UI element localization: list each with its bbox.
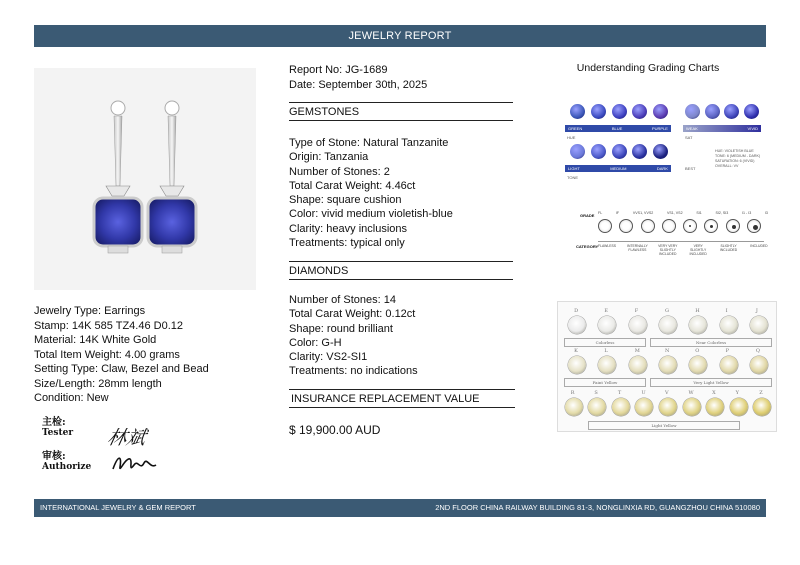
summary-tone-val: 6 (MEDIUM - DARK): [726, 154, 761, 158]
color-grade-letter: H: [695, 308, 700, 314]
clarity-grade-4: SI1: [696, 211, 702, 215]
hue-purple: PURPLE: [651, 126, 668, 131]
clarity-diamond-icon: [747, 219, 761, 233]
gem-swatch: [653, 144, 668, 159]
clarity-diamond-icon: [641, 219, 655, 233]
tone-medium: MEDIUM: [610, 166, 627, 171]
summary-sat-val: 6 (VIVID): [739, 159, 755, 163]
hue-blue: BLUE: [611, 126, 623, 131]
color-grade-letter: W: [688, 390, 694, 396]
clarity-category-5: INCLUDED: [750, 244, 768, 248]
gem-origin: Origin: Tanzania: [289, 151, 369, 164]
color-diamond-icon: [753, 398, 771, 416]
diamond-color-chart: [557, 301, 777, 432]
color-diamond-icon: [659, 356, 677, 374]
clarity-grade-3: VS1, VS2: [667, 211, 683, 215]
footer-address: 2ND FLOOR CHINA RAILWAY BUILDING 81-3, NONGLINXIA RD, GUANGZHOU CHINA 510080: [435, 503, 760, 512]
sat-weak: WEAK: [686, 126, 698, 131]
clarity-diamond-icon: [662, 219, 676, 233]
signature-block: [34, 413, 174, 479]
color-grade-letter: F: [634, 308, 639, 314]
color-grade-letter: M: [634, 348, 640, 354]
clarity-grade-2: VVS1, VVS2: [632, 211, 654, 215]
gemstones-title: GEMSTONES: [289, 102, 513, 121]
clarity-category-1: INTERNALLY FLAWLESS: [627, 244, 648, 252]
jewelry-type: Jewelry Type: Earrings: [34, 305, 146, 317]
left-earring: [94, 101, 142, 253]
clarity-diamond-icon: [726, 219, 740, 233]
color-diamond-icon: [689, 316, 707, 334]
clarity-category-2: VERY VERY SLIGHTLY INCLUDED: [658, 244, 678, 256]
gem-swatch: [632, 104, 647, 119]
color-grade-letter: U: [641, 390, 646, 396]
gem-carat: Total Carat Weight: 4.46ct: [289, 179, 416, 192]
clarity-diamond-icon: [683, 219, 697, 233]
color-diamond-icon: [629, 316, 647, 334]
color-grade-letter: O: [695, 348, 700, 354]
jewelry-setting: Setting Type: Claw, Bezel and Bead: [34, 363, 209, 375]
hue-side-label: HUE: [567, 135, 576, 140]
dia-treatments: Treatments: no indications: [289, 365, 418, 378]
jewelry-stamp: Stamp: 14K 585 TZ4.46 D0.12: [34, 319, 183, 332]
clarity-category-4: SLIGHTLY INCLUDED: [719, 244, 738, 252]
color-grade-letter: X: [712, 390, 716, 396]
color-grade-letter: L: [604, 348, 608, 354]
color-diamond-icon: [568, 316, 586, 334]
color-diamond-icon: [659, 398, 677, 416]
tanzanite-color-chart: [565, 103, 761, 183]
clarity-grade-label: GRADE: [580, 213, 595, 218]
gem-swatch: [632, 144, 647, 159]
diamonds-title: DIAMONDS: [289, 261, 513, 280]
clarity-grade-0: FL: [598, 211, 603, 215]
tone-side-label: TONE: [567, 175, 579, 180]
summary-hue-val: VIOLETISH BLUE: [724, 149, 754, 153]
gem-type: Type of Stone: Natural Tanzanite: [289, 137, 449, 149]
color-diamond-icon: [683, 398, 701, 416]
diamonds-list: [289, 293, 513, 379]
gem-treatments: Treatments: typical only: [289, 237, 405, 250]
authorize-signature: [110, 451, 160, 477]
color-diamond-icon: [659, 316, 677, 334]
color-diamond-icon: [720, 316, 738, 334]
color-grade-letter: T: [617, 390, 622, 396]
insurance-value: $ 19,900.00 AUD: [289, 423, 381, 437]
gem-shape: Shape: square cushion: [289, 194, 402, 207]
authorize-label: 审核:: [42, 451, 66, 462]
summary-tone: TONE:: [715, 154, 726, 158]
color-diamond-icon: [565, 398, 583, 416]
tester-label-en: Tester: [42, 428, 74, 438]
gem-count: Number of Stones: 2: [289, 165, 390, 178]
dia-color: Color: G-H: [289, 336, 342, 349]
authorize-label-en: Authorize: [42, 462, 92, 472]
jewelry-details: [34, 304, 209, 406]
gem-swatch: [705, 104, 720, 119]
clarity-category-label: CATEGORY: [576, 244, 599, 249]
dia-shape: Shape: round brilliant: [289, 322, 393, 335]
gem-swatch: [685, 104, 700, 119]
color-grade-letter: J: [755, 308, 758, 314]
grading-title: Understanding Grading Charts: [576, 62, 720, 74]
clarity-grade-7: I3: [764, 211, 768, 215]
color-grade-letter: I: [725, 308, 728, 314]
summary-overall-val: VV: [733, 164, 739, 168]
color-grade-letter: S: [594, 390, 598, 396]
tester-label: 主检:: [42, 417, 66, 428]
report-date: Date: September 30th, 2025: [289, 78, 428, 91]
gem-color: Color: vivid medium violetish-blue: [289, 208, 453, 221]
insurance-title: INSURANCE REPLACEMENT VALUE: [289, 389, 515, 408]
color-grade-letter: P: [725, 348, 729, 354]
footer-bar: [34, 499, 766, 517]
clarity-grade-6: I1 - I3: [742, 211, 752, 215]
report-info: [289, 63, 513, 92]
report-heading: JEWELRY REPORT: [348, 30, 452, 42]
color-diamond-icon: [730, 398, 748, 416]
gem-swatch: [570, 144, 585, 159]
color-diamond-icon: [750, 316, 768, 334]
clarity-category-3: VERY SLIGHTLY INCLUDED: [689, 244, 707, 256]
clarity-grade-5: SI2, SI3: [715, 211, 729, 215]
color-diamond-icon: [598, 356, 616, 374]
color-grade-letter: G: [665, 308, 669, 314]
color-grade-letter: R: [570, 390, 575, 396]
tester-signature: 林斌: [105, 427, 149, 449]
clarity-diamond-icon: [704, 219, 718, 233]
jewelry-photo: [34, 68, 256, 290]
color-grade-letter: Y: [735, 390, 739, 396]
jewelry-material: Material: 14K White Gold: [34, 334, 157, 346]
color-diamond-icon: [588, 398, 606, 416]
hue-green: GREEN: [568, 126, 583, 131]
jewelry-condition: Condition: New: [34, 392, 109, 404]
dia-carat: Total Carat Weight: 0.12ct: [289, 308, 416, 321]
color-grade-letter: E: [604, 308, 609, 314]
color-grade-letter: K: [574, 348, 578, 354]
summary-overall: OVERALL:: [715, 164, 733, 168]
color-grade-letter: N: [665, 348, 670, 354]
gem-swatch: [612, 144, 627, 159]
color-diamond-icon: [635, 398, 653, 416]
color-diamond-icon: [612, 398, 630, 416]
footer-company: INTERNATIONAL JEWELRY & GEM REPORT: [40, 503, 196, 512]
color-diamond-icon: [689, 356, 707, 374]
header-bar: [34, 25, 766, 47]
clarity-category-0: FLAWLESS: [598, 244, 616, 248]
dia-count: Number of Stones: 14: [289, 294, 397, 306]
tone-dark: DARK: [656, 166, 668, 171]
clarity-diamond-icon: [619, 219, 633, 233]
tone-light: LIGHT: [568, 166, 580, 171]
sat-side-label: SAT: [685, 135, 693, 140]
best-side-label: BEST: [685, 166, 696, 171]
color-grade-letter: Z: [759, 390, 763, 396]
group-faint-yellow: Faint Yellow: [564, 378, 646, 387]
color-diamond-icon: [750, 356, 768, 374]
gem-swatch: [724, 104, 739, 119]
color-diamond-icon: [706, 398, 724, 416]
group-colorless: Colorless: [564, 338, 646, 347]
color-diamond-icon: [720, 356, 738, 374]
group-very-light-yellow: Very Light Yellow: [650, 378, 772, 387]
color-diamond-icon: [629, 356, 647, 374]
gem-swatch: [591, 144, 606, 159]
jewelry-weight: Total Item Weight: 4.00 grams: [34, 348, 180, 361]
color-diamond-icon: [568, 356, 586, 374]
color-grade-letter: Q: [755, 348, 760, 354]
summary-hue: HUE:: [715, 149, 724, 153]
gem-swatch: [612, 104, 627, 119]
earrings-image: [34, 68, 256, 290]
gem-swatch: [744, 104, 759, 119]
sat-vivid: VIVID: [747, 126, 758, 131]
right-earring: [148, 101, 196, 253]
jewelry-size: Size/Length: 28mm length: [34, 377, 162, 390]
clarity-grade-1: IF: [615, 211, 620, 215]
clarity-diamond-icon: [598, 219, 612, 233]
color-grade-letter: V: [665, 390, 669, 396]
color-grade-letter: D: [574, 308, 579, 314]
gemstones-list: [289, 136, 513, 250]
gem-swatch: [591, 104, 606, 119]
dia-clarity: Clarity: VS2-SI1: [289, 351, 368, 364]
summary-sat: SATURATION:: [715, 159, 739, 163]
gem-swatch: [653, 104, 668, 119]
clarity-chart: [572, 207, 772, 259]
color-diamond-icon: [598, 316, 616, 334]
group-light-yellow: Light Yellow: [588, 421, 740, 430]
group-near-colorless: Near Colorless: [650, 338, 772, 347]
report-number: Report No: JG-1689: [289, 64, 388, 76]
gem-clarity: Clarity: heavy inclusions: [289, 222, 407, 235]
gem-swatch: [570, 104, 585, 119]
